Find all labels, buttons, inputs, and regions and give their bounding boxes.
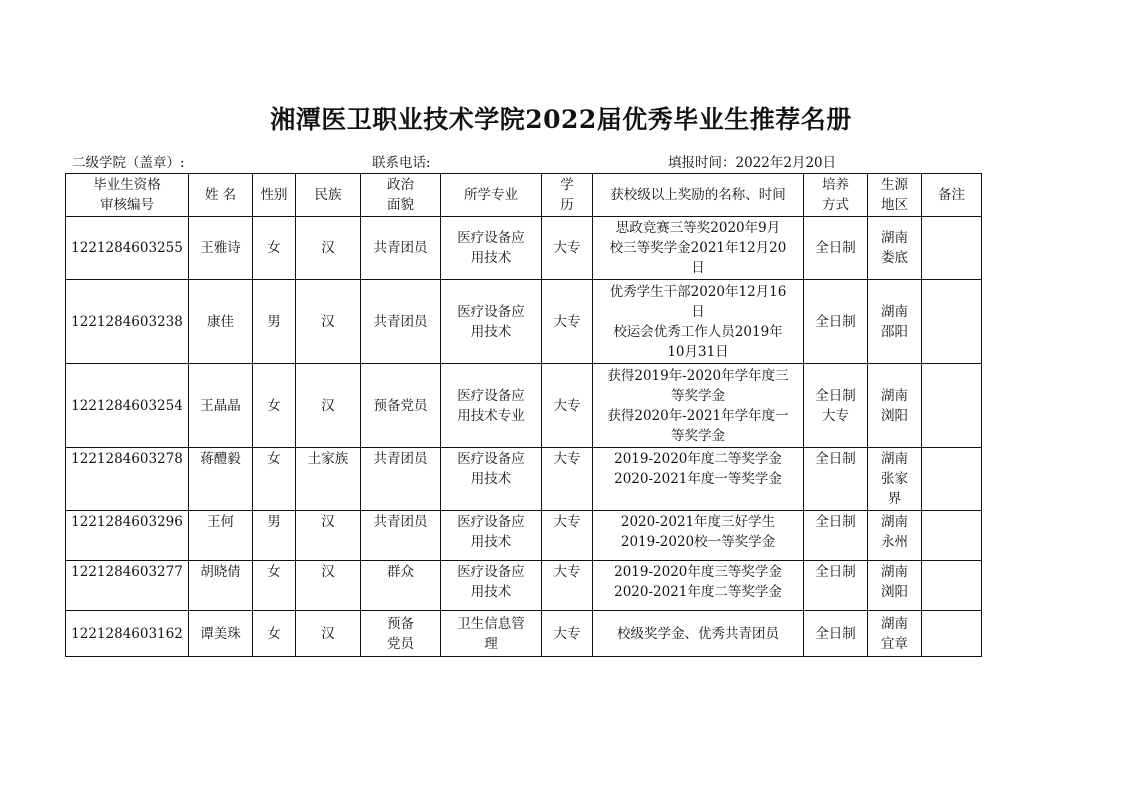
table-cell	[441, 511, 542, 561]
table-cell	[922, 217, 982, 280]
cell-text: 1221284603254	[71, 397, 183, 414]
cell-text: 王何	[207, 514, 234, 530]
table-cell	[441, 448, 542, 511]
cell-text: 界	[887, 491, 902, 507]
cell-text: 2020-2021年度二等奖学金	[614, 584, 782, 600]
table-cell	[361, 611, 441, 657]
cell-text: 男	[267, 514, 281, 530]
cell-text: 男	[267, 313, 281, 330]
cell-text: 1221284603296	[71, 514, 183, 530]
table-cell	[296, 611, 361, 657]
cell-text: 全日制	[815, 451, 856, 467]
cell-text: 日	[691, 303, 705, 320]
cell-text: 预备党员	[373, 397, 428, 414]
table-cell	[593, 364, 804, 448]
table-cell	[922, 511, 982, 561]
header-cell: 备注	[922, 174, 982, 217]
table-cell	[922, 448, 982, 511]
table-cell	[922, 611, 982, 657]
cell-text: 医疗设备应	[457, 230, 525, 246]
cell-text: 王晶晶	[200, 397, 241, 414]
table-cell	[66, 217, 189, 280]
table-cell	[189, 611, 253, 657]
table-row	[66, 561, 982, 611]
table-cell	[868, 217, 922, 280]
table-cell	[593, 511, 804, 561]
table-cell	[361, 511, 441, 561]
cell-text: 2019-2020校一等奖学金	[620, 534, 776, 550]
table-cell	[542, 217, 593, 280]
cell-text: 汉	[321, 240, 335, 256]
cell-text: 等奖学金	[671, 387, 725, 404]
header-cell: 所学专业	[441, 174, 542, 217]
contact-phone-label: 联系电话:	[372, 155, 431, 171]
cell-text: 医疗设备应	[457, 451, 525, 467]
header-cell: 姓 名	[189, 174, 253, 217]
cell-text: 全日制	[815, 514, 856, 530]
cell-text: 永州	[881, 534, 908, 550]
cell-text: 张家	[881, 471, 908, 487]
cell-text: 2020-2021年度三好学生	[620, 514, 776, 530]
table-row	[66, 448, 982, 511]
table-cell	[868, 448, 922, 511]
cell-text: 湖南	[881, 514, 908, 530]
cell-text: 用技术	[470, 471, 512, 487]
cell-text: 全日制	[815, 313, 856, 330]
cell-text: 用技术	[470, 584, 512, 600]
header-cell: 民族	[296, 174, 361, 217]
table-cell	[441, 217, 542, 280]
cell-text: 宜章	[881, 635, 908, 652]
header-cell: 学 历	[542, 174, 593, 217]
table-cell	[868, 611, 922, 657]
cell-text: 汉	[321, 397, 335, 414]
table-cell	[66, 611, 189, 657]
cell-text: 浏阳	[881, 584, 908, 600]
table-cell	[593, 611, 804, 657]
table-cell	[66, 561, 189, 611]
table-cell	[441, 611, 542, 657]
cell-text: 医疗设备应	[457, 564, 525, 580]
table-cell	[542, 364, 593, 448]
table-cell	[296, 448, 361, 511]
table-cell	[542, 448, 593, 511]
cell-text: 女	[267, 240, 281, 256]
cell-text: 女	[267, 397, 281, 414]
table-cell	[66, 511, 189, 561]
table-cell	[922, 364, 982, 448]
header-cell: 获校级以上奖励的名称、时间	[593, 174, 804, 217]
table-cell	[361, 217, 441, 280]
cell-text: 大专	[553, 397, 581, 414]
table-cell	[868, 561, 922, 611]
table-cell	[804, 561, 868, 611]
table-cell	[868, 511, 922, 561]
graduates-table	[65, 173, 982, 657]
cell-text: 用技术	[470, 534, 512, 550]
table-cell	[361, 561, 441, 611]
table-cell	[253, 364, 296, 448]
table-cell	[593, 448, 804, 511]
cell-text: 女	[267, 451, 281, 467]
table-cell	[361, 280, 441, 364]
header-cell: 生源 地区	[868, 174, 922, 217]
table-cell	[361, 364, 441, 448]
cell-text: 用技术	[470, 250, 512, 266]
cell-text: 全日制	[815, 240, 856, 256]
table-cell	[804, 217, 868, 280]
cell-text: 汉	[321, 514, 335, 530]
cell-text: 湖南	[881, 615, 908, 632]
cell-text: 邵阳	[881, 323, 908, 340]
cell-text: 汉	[321, 625, 335, 642]
table-cell	[922, 280, 982, 364]
cell-text: 蒋醴毅	[200, 451, 241, 467]
table-cell	[441, 364, 542, 448]
cell-text: 共青团员	[373, 451, 428, 467]
cell-text: 等奖学金	[671, 427, 725, 444]
cell-text: 大专	[553, 625, 581, 642]
cell-text: 谭美珠	[200, 625, 241, 642]
cell-text: 娄底	[881, 250, 908, 266]
table-cell	[868, 364, 922, 448]
cell-text: 10月31日	[667, 343, 729, 360]
cell-text: 校运会优秀工作人员2019年	[613, 323, 783, 340]
table-cell	[441, 561, 542, 611]
table-cell	[189, 448, 253, 511]
cell-text: 卫生信息管	[457, 615, 525, 632]
cell-text: 女	[267, 564, 281, 580]
table-cell	[296, 217, 361, 280]
cell-text: 湖南	[881, 451, 908, 467]
cell-text: 理	[484, 635, 498, 652]
header-cell: 培养 方式	[804, 174, 868, 217]
cell-text: 获得2019年-2020年学年度三	[607, 367, 789, 384]
header-cell: 性别	[253, 174, 296, 217]
table-cell	[804, 611, 868, 657]
header-row	[66, 174, 982, 217]
cell-text: 日	[691, 260, 705, 276]
cell-text: 汉	[321, 313, 335, 330]
table-cell	[253, 448, 296, 511]
cell-text: 2019-2020年度三等奖学金	[614, 564, 782, 580]
table-cell	[804, 364, 868, 448]
table-cell	[804, 511, 868, 561]
table-cell	[189, 511, 253, 561]
table-cell	[296, 561, 361, 611]
table-cell	[804, 280, 868, 364]
table-row	[66, 217, 982, 280]
table-cell	[593, 561, 804, 611]
cell-text: 湖南	[881, 564, 908, 580]
cell-text: 湖南	[881, 230, 908, 246]
cell-text: 1221284603255	[71, 240, 183, 256]
cell-text: 胡晓倩	[200, 564, 241, 580]
table-row	[66, 511, 982, 561]
cell-text: 大专	[553, 564, 581, 580]
cell-text: 医疗设备应	[457, 303, 525, 320]
header-cell: 政治 面貌	[361, 174, 441, 217]
cell-text: 康佳	[207, 313, 234, 330]
cell-text: 1221284603278	[71, 451, 183, 467]
cell-text: 1221284603162	[71, 625, 183, 642]
table-cell	[542, 511, 593, 561]
table-cell	[441, 280, 542, 364]
table-cell	[922, 561, 982, 611]
header-cell: 毕业生资格 审核编号	[66, 174, 189, 217]
table-cell	[868, 280, 922, 364]
cell-text: 党员	[387, 635, 414, 652]
table-cell	[66, 364, 189, 448]
cell-text: 1221284603238	[71, 313, 183, 330]
table-cell	[542, 280, 593, 364]
cell-text: 获得2020年-2021年学年度一	[607, 407, 789, 424]
cell-text: 大专	[553, 240, 581, 256]
cell-text: 预备	[387, 615, 414, 632]
cell-text: 全日制	[815, 625, 856, 642]
cell-text: 2020-2021年度一等奖学金	[614, 471, 782, 487]
table-cell	[296, 364, 361, 448]
table-cell	[361, 448, 441, 511]
table-cell	[66, 280, 189, 364]
cell-text: 湖南	[881, 387, 908, 404]
cell-text: 全日制	[815, 564, 856, 580]
table-cell	[253, 280, 296, 364]
cell-text: 优秀学生干部2020年12月16	[609, 283, 787, 300]
cell-text: 大专	[553, 514, 581, 530]
cell-text: 用技术	[470, 323, 512, 340]
cell-text: 校级奖学金、优秀共青团员	[617, 625, 779, 642]
cell-text: 浏阳	[881, 407, 908, 424]
table-row	[66, 364, 982, 448]
cell-text: 医疗设备应	[457, 387, 525, 404]
table-cell	[542, 561, 593, 611]
table-cell	[253, 561, 296, 611]
cell-text: 用技术专业	[457, 407, 525, 424]
cell-text: 群众	[387, 564, 414, 580]
cell-text: 共青团员	[373, 514, 428, 530]
cell-text: 2019-2020年度二等奖学金	[614, 451, 782, 467]
table-cell	[189, 364, 253, 448]
table-cell	[296, 280, 361, 364]
table-cell	[296, 511, 361, 561]
table-row	[66, 280, 982, 364]
cell-text: 土家族	[307, 451, 349, 467]
cell-text: 王雅诗	[200, 240, 241, 256]
table-cell	[593, 280, 804, 364]
cell-text: 汉	[321, 564, 335, 580]
cell-text: 女	[267, 625, 281, 642]
table-cell	[253, 511, 296, 561]
cell-text: 共青团员	[373, 240, 428, 256]
cell-text: 全日制	[815, 387, 856, 404]
table-cell	[189, 217, 253, 280]
table-row	[66, 611, 982, 657]
table-cell	[593, 217, 804, 280]
cell-text: 湖南	[881, 303, 908, 320]
table-cell	[253, 217, 296, 280]
cell-text: 思政竞赛三等奖2020年9月	[615, 220, 781, 236]
fill-date: 填报时间：2022年2月20日	[668, 155, 837, 171]
cell-text: 1221284603277	[71, 564, 183, 580]
cell-text: 共青团员	[373, 313, 428, 330]
cell-text: 校三等奖学金2021年12月20	[609, 240, 787, 256]
table-cell	[253, 611, 296, 657]
table-cell	[66, 448, 189, 511]
document-title: 湘潭医卫职业技术学院2022届优秀毕业生推荐名册	[270, 105, 852, 134]
table-cell	[189, 561, 253, 611]
cell-text: 大专	[553, 451, 581, 467]
table-cell	[189, 280, 253, 364]
table-cell	[542, 611, 593, 657]
college-seal-label: 二级学院（盖章）:	[72, 155, 185, 171]
table-cell	[804, 448, 868, 511]
cell-text: 大专	[553, 313, 581, 330]
cell-text: 医疗设备应	[457, 514, 525, 530]
cell-text: 大专	[822, 407, 849, 424]
